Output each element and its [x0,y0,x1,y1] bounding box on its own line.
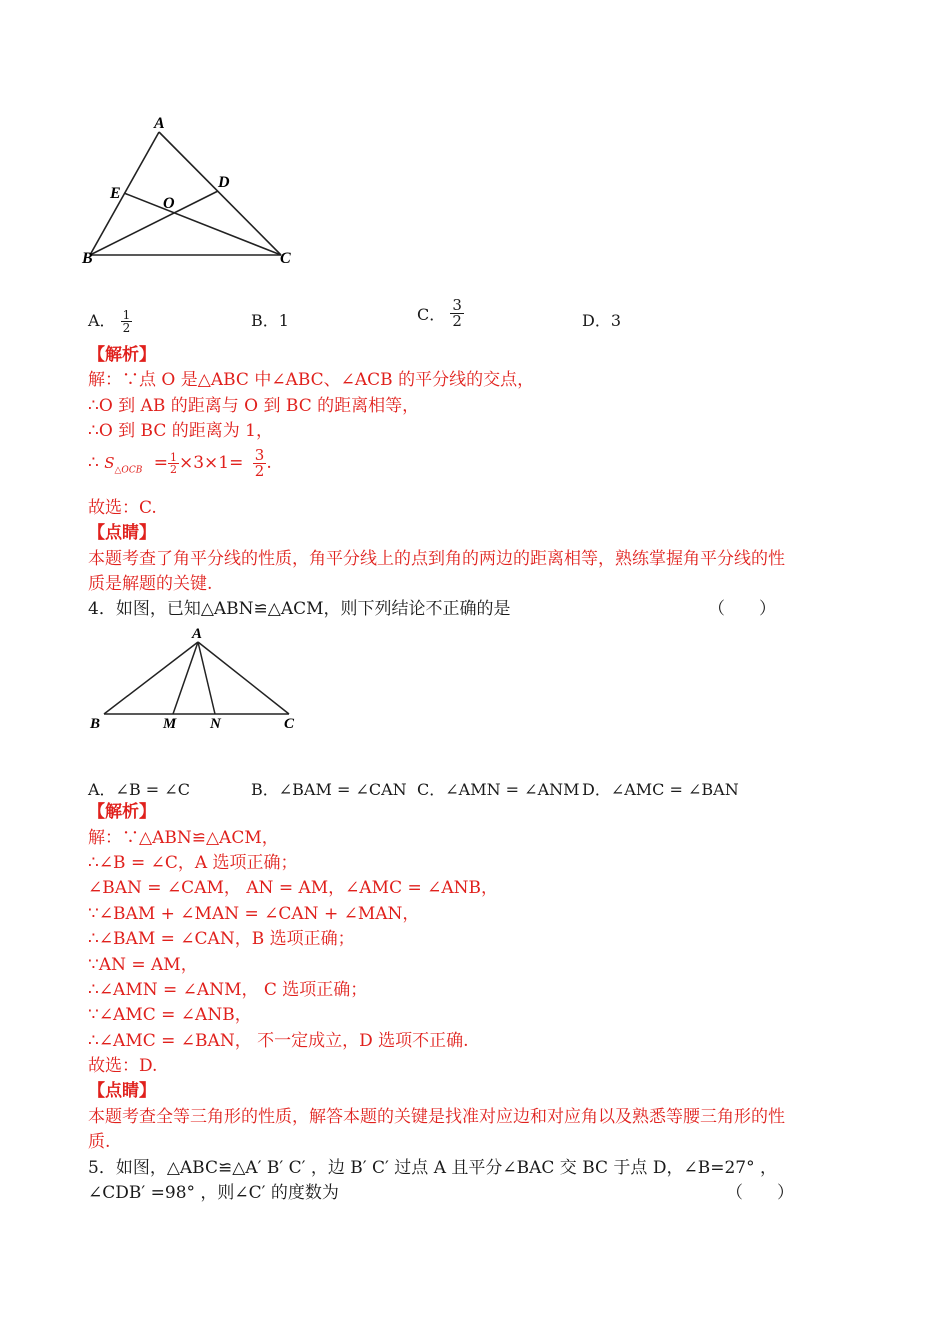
option-c: C． $\frac{3}{2}$ [417,296,462,330]
label-e: E [110,185,121,202]
comment-line: 本题考查了角平分线的性质，角平分线上的点到角的两边的距离相等，熟练掌握角平分线的性 [88,549,785,569]
analysis-line: ∴O 到 AB 的距离与 O 到 BC 的距离相等， [88,396,420,416]
question-4: 4．如图，已知△ABN≌△ACM，则下列结论不正确的是 [88,599,511,619]
analysis-line: ∴∠BAM = ∠CAN，B 选项正确； [88,929,355,949]
option-a: A．∠B = ∠C [88,780,190,799]
comment-title: 【点睛】 [88,523,156,543]
label-b: B [90,716,101,732]
answer-paren: （ ） [708,599,776,619]
label-a: A [192,626,203,642]
label-a: A [154,115,165,132]
comment-line: 质. [88,1132,111,1152]
triangle-figure-abn [86,622,306,732]
label-o: O [163,195,175,212]
label-c: C [284,716,295,732]
analysis-line: 解：∵△ABN≌△ACM， [88,828,279,848]
analysis-line: ∴∠AMC = ∠BAN， 不一定成立，D 选项不正确. [88,1031,469,1051]
analysis-line: ∴O 到 BC 的距离为 1， [88,421,273,441]
segment-ce [124,193,281,255]
option-d: D．3 [582,311,622,330]
question-5-continued: ∠CDB′ =98° ，则∠C′ 的度数为 [88,1183,339,1203]
side-ac [198,642,289,714]
analysis-title: 【解析】 [88,345,156,365]
analysis-line: ∴∠AMN = ∠ANM， C 选项正确； [88,980,368,1000]
answer-line: 故选：D. [88,1056,158,1076]
area-formula: ∴ $S_{\triangle OCB}$ = $\frac{1}{2}$ ×3×1= $\frac{3}{2}$ . [88,446,272,480]
analysis-line: ∵∠BAM + ∠MAN = ∠CAN + ∠MAN， [88,904,420,924]
option-b: B．1 [251,311,289,330]
fraction-one-half: $\frac{1}{2}$ [169,451,177,476]
label-m: M [163,716,177,732]
option-d: D．∠AMC = ∠BAN [582,780,739,799]
label-n: N [210,716,221,732]
label-b: B [82,250,93,267]
analysis-title: 【解析】 [88,802,156,822]
comment-title: 【点睛】 [88,1081,156,1101]
analysis-line: ∵AN = AM， [88,955,198,975]
question-5: 5．如图，△ABC≌△A′ B′ C′ ，边 B′ C′ 过点 A 且平分∠BAC 交 BC 于点 D，∠B=27° ， [88,1158,777,1178]
fraction-three-halves: $\frac{3}{2}$ [452,296,462,330]
label-c: C [280,250,291,267]
segment-am [173,642,198,714]
option-b: B．∠BAM = ∠CAN [251,780,407,799]
side-ac [159,132,281,255]
label-d: D [218,174,230,191]
comment-line: 本题考查全等三角形的性质，解答本题的关键是找准对应边和对应角以及熟悉等腰三角形的性 [88,1107,785,1127]
analysis-line: ∠BAN = ∠CAM， AN = AM，∠AMC = ∠ANB， [88,878,499,898]
comment-line: 质是解题的关键. [88,574,213,594]
answer-line: 故选：C. [88,498,157,518]
option-a: A． $\frac{1}{2}$ [88,308,131,335]
analysis-line: ∵∠AMC = ∠ANB， [88,1005,252,1025]
analysis-line: ∴∠B = ∠C，A 选项正确； [88,853,298,873]
answer-paren: （ ） [726,1183,794,1203]
fraction-one-half: $\frac{1}{2}$ [122,308,131,335]
side-ab [104,642,198,714]
fraction-three-halves: $\frac{3}{2}$ [254,446,265,480]
triangle-figure-abc [80,110,310,275]
analysis-line: 解：∵点 O 是△ABC 中∠ABC、∠ACB 的平分线的交点， [88,370,535,390]
option-c: C．∠AMN = ∠ANM [417,780,580,799]
